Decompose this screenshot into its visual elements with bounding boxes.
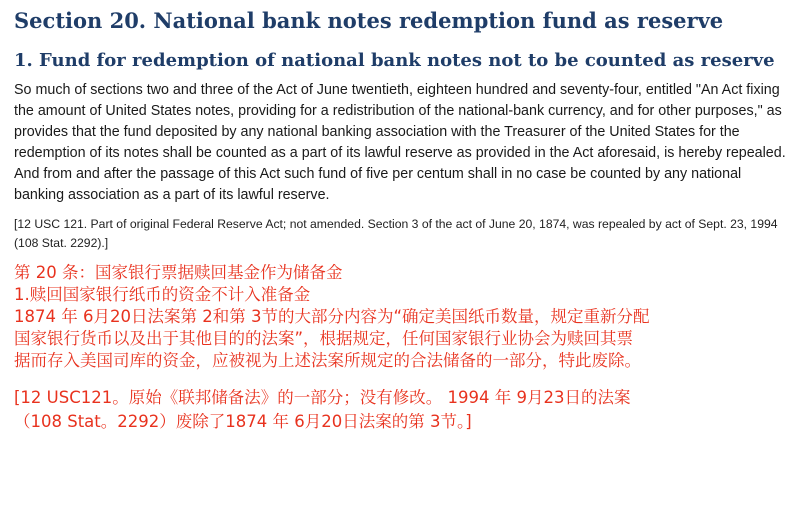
translation-note-line: [12 USC121。原始《联邦储备法》的一部分；没有修改。 1994 年 9月23日的法案	[14, 388, 631, 407]
document-page	[14, 6, 788, 434]
translation-note-line: （108 Stat。2292）废除了1874 年 6月20日法案的第 3节。]	[14, 412, 472, 431]
section-title: Section 20. National bank notes redemption fund as reserve	[14, 8, 724, 33]
section-body-text: So much of sections two and three of the Act of June twentieth, eighteen hundred and seventy-four, entitled "An Act fixing the amount of United States notes, providing for a redistribution of the national-bank currency, and for other purposes," as provides that the fund deposited by any national banking association with the Treasurer of the United States for the redemption of its notes shall be counted as a part of its lawful reserve as provided in the Act aforesaid, is hereby repealed. And from and after the passage of this Act such fund of five per centum shall in no case be counted by any national banking association as a part of its lawful reserve.	[14, 82, 786, 203]
translation-body-line: 据而存入美国司库的资金，应被视为上述法案所规定的合法储备的一部分，特此废除。	[14, 351, 641, 370]
translation-note	[14, 386, 788, 434]
translation-body-line: 国家银行货币以及出于其他目的的法案”，根据规定，任何国家银行业协会为赎回其票	[14, 329, 634, 348]
source-note: [12 USC 121. Part of original Federal Reserve Act; not amended. Section 3 of the act of June 20, 1874, was repealed by act of Sept. 23, 1994 (108 Stat. 2292).]	[14, 217, 778, 250]
subsection-title: 1. Fund for redemption of national bank notes not to be counted as reserve	[14, 50, 775, 71]
translation-title: 第 20 条：国家银行票据赎回基金作为储备金	[14, 263, 343, 282]
translation-block	[14, 262, 788, 372]
translation-body-line: 1874 年 6月20日法案第 2和第 3节的大部分内容为“确定美国纸币数量，规定重新分配	[14, 307, 650, 326]
translation-subtitle: 1.赎回国家银行纸币的资金不计入准备金	[14, 285, 311, 304]
